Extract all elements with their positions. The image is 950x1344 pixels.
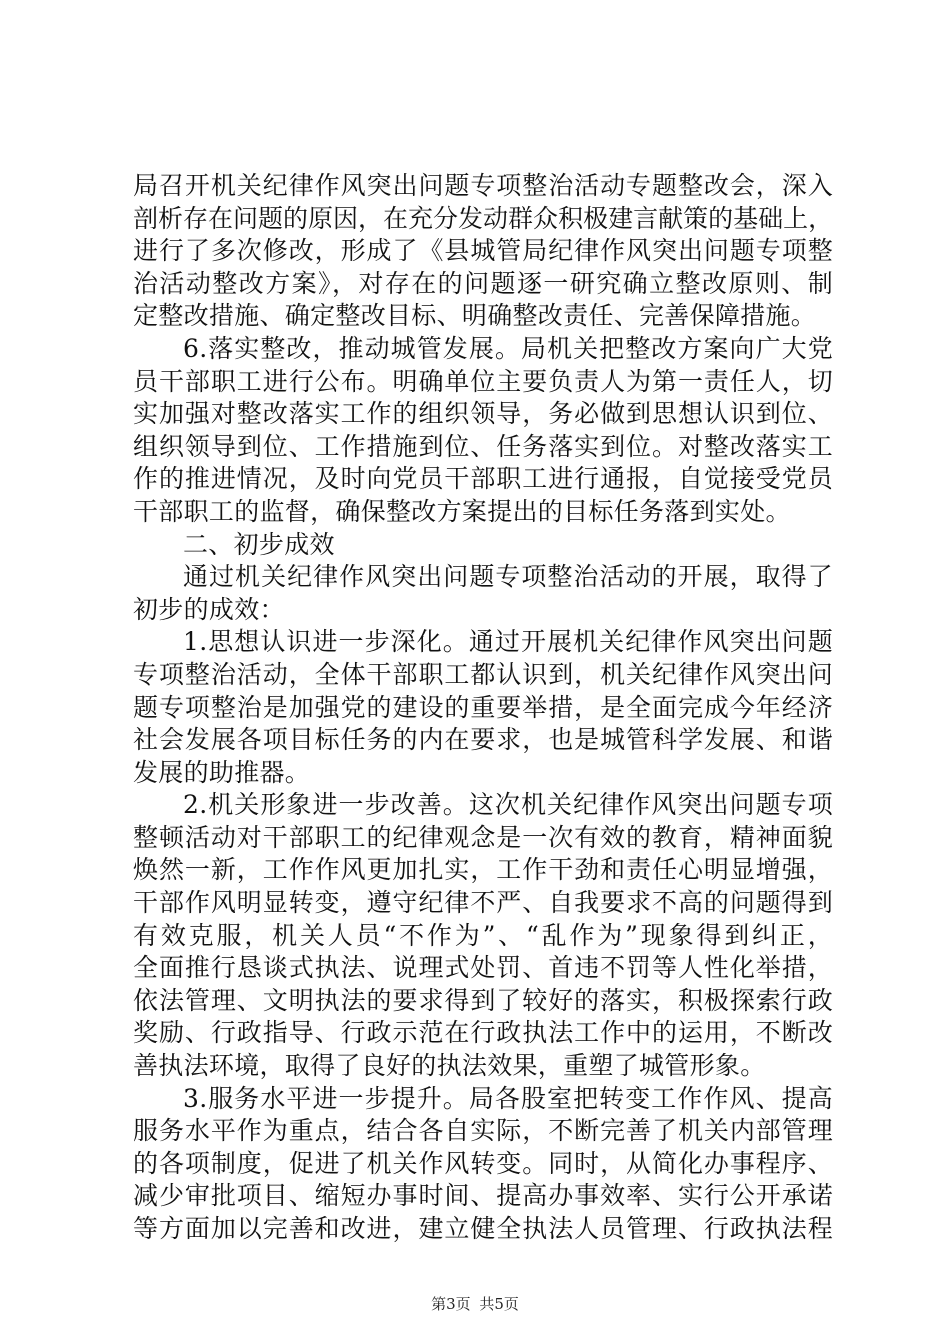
text-line: 初步的成效： bbox=[133, 594, 285, 624]
text-line: 题专项整治是加强党的建设的重要举措，是全面完成今年经济 bbox=[133, 692, 833, 722]
text-line: 的各项制度，促进了机关作风转变。同时，从简化办事程序、 bbox=[133, 1148, 833, 1178]
text-line: 社会发展各项目标任务的内在要求，也是城管科学发展、和谐 bbox=[133, 725, 833, 755]
text-line: 作的推进情况，及时向党员干部职工进行通报，自觉接受党员 bbox=[133, 464, 833, 494]
text-line: 有效克服，机关人员“不作为”、“乱作为”现象得到纠正， bbox=[133, 920, 833, 950]
page-total: 共5页 bbox=[479, 1295, 519, 1313]
text-line: 剖析存在问题的原因，在充分发动群众积极建言献策的基础上， bbox=[133, 203, 833, 233]
text-line: 全面推行恳谈式执法、说理式处罚、首违不罚等人性化举措， bbox=[133, 953, 833, 983]
text-line: 发展的助推器。 bbox=[133, 757, 311, 787]
text-line: 二、初步成效 bbox=[183, 529, 335, 559]
text-line: 等方面加以完善和改进，建立健全执法人员管理、行政执法程 bbox=[133, 1214, 833, 1243]
document-body bbox=[133, 170, 833, 1246]
text-line: 定整改措施、确定整改目标、明确整改责任、完善保障措施。 bbox=[133, 301, 817, 331]
text-line: 治活动整改方案》，对存在的问题逐一研究确立整改原则、制 bbox=[133, 268, 833, 298]
text-line: 专项整治活动，全体干部职工都认识到，机关纪律作风突出问 bbox=[133, 659, 833, 689]
text-line: 2.机关形象进一步改善。这次机关纪律作风突出问题专项 bbox=[183, 790, 833, 820]
text-line: 干部职工的监督，确保整改方案提出的目标任务落到实处。 bbox=[133, 496, 791, 526]
text-line: 3.服务水平进一步提升。局各股室把转变工作作风、提高 bbox=[183, 1083, 833, 1113]
text-line: 员干部职工进行公布。明确单位主要负责人为第一责任人，切 bbox=[133, 366, 833, 396]
text-line: 减少审批项目、缩短办事时间、提高办事效率、实行公开承诺 bbox=[133, 1181, 833, 1211]
text-line: 6.落实整改，推动城管发展。局机关把整改方案向广大党 bbox=[183, 333, 833, 363]
text-line: 局召开机关纪律作风突出问题专项整治活动专题整改会，深入 bbox=[133, 171, 833, 200]
text-line: 组织领导到位、工作措施到位、任务落实到位。对整改落实工 bbox=[133, 431, 833, 461]
text-line: 奖励、行政指导、行政示范在行政执法工作中的运用，不断改 bbox=[133, 1018, 833, 1048]
page-number: 第3页 bbox=[431, 1295, 471, 1313]
text-line: 实加强对整改落实工作的组织领导，务必做到思想认识到位、 bbox=[133, 399, 833, 429]
text-line: 进行了多次修改，形成了《县城管局纪律作风突出问题专项整 bbox=[133, 236, 833, 266]
text-line: 通过机关纪律作风突出问题专项整治活动的开展，取得了 bbox=[183, 562, 833, 592]
text-line: 整顿活动对干部职工的纪律观念是一次有效的教育，精神面貌 bbox=[133, 822, 833, 852]
text-line: 1.思想认识进一步深化。通过开展机关纪律作风突出问题 bbox=[183, 627, 833, 657]
text-line: 善执法环境，取得了良好的执法效果，重塑了城管形象。 bbox=[133, 1051, 766, 1081]
page-footer bbox=[0, 1293, 950, 1314]
text-line: 依法管理、文明执法的要求得到了较好的落实，积极探索行政 bbox=[133, 985, 833, 1015]
text-line: 干部作风明显转变，遵守纪律不严、自我要求不高的问题得到 bbox=[133, 888, 833, 918]
text-line: 服务水平作为重点，结合各自实际，不断完善了机关内部管理 bbox=[133, 1116, 833, 1146]
text-line: 焕然一新，工作作风更加扎实，工作干劲和责任心明显增强， bbox=[133, 855, 833, 885]
